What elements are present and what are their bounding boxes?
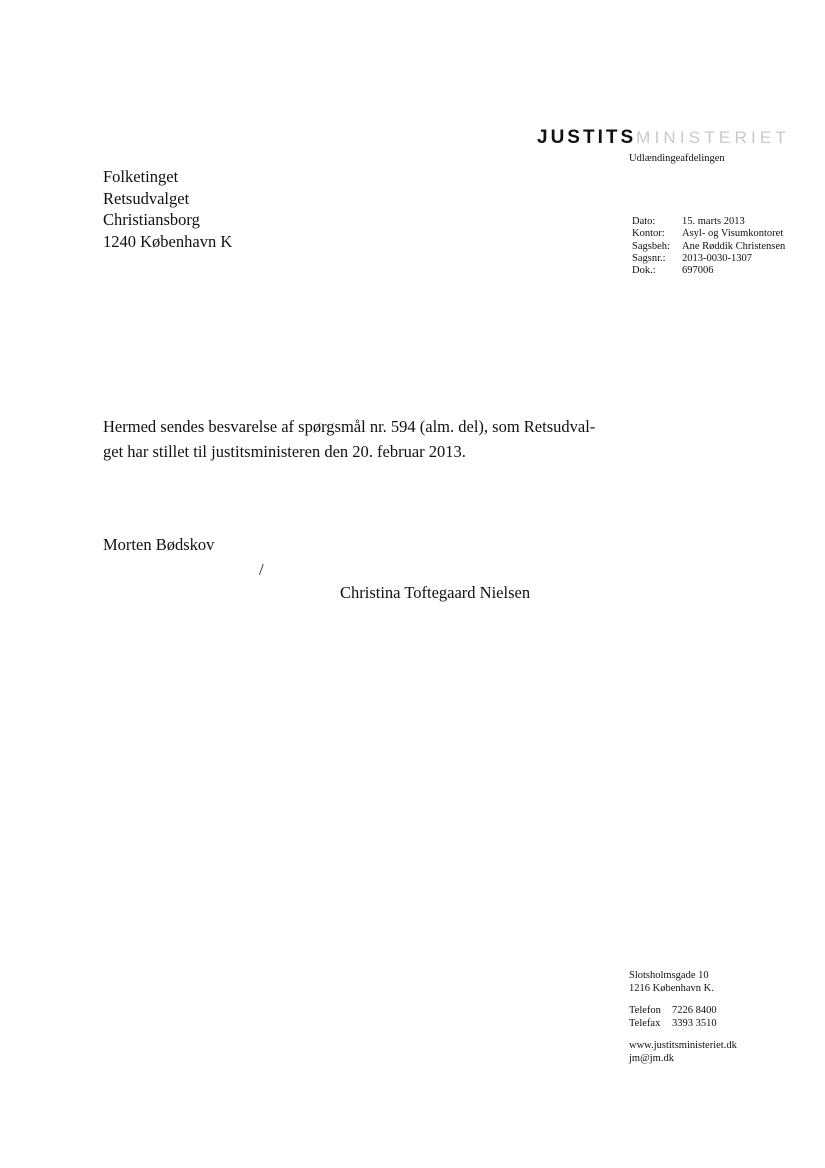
address-line: 1216 København K. xyxy=(629,983,714,995)
meta-label: Dok.: xyxy=(632,265,656,277)
phone-label: Telefon xyxy=(629,1005,661,1017)
meta-value: 697006 xyxy=(682,265,714,277)
phone-row xyxy=(629,1004,737,1017)
body-line: get har stillet til justitsministeren den 20. februar 2013. xyxy=(103,442,466,461)
fax-label: Telefax xyxy=(629,1018,661,1030)
recipient-line: Folketinget xyxy=(103,167,179,186)
footer-address xyxy=(629,969,737,996)
document-meta xyxy=(632,216,785,277)
meta-row-date xyxy=(632,216,785,228)
meta-value: Ane Røddik Christensen xyxy=(682,240,786,252)
logo-strong-text: JUSTITS xyxy=(537,127,637,148)
contact-footer xyxy=(629,969,737,1074)
minister-signature: Morten Bødskov xyxy=(103,535,215,554)
official-signature: Christina Toftegaard Nielsen xyxy=(340,583,531,602)
recipient-line: Retsudvalget xyxy=(103,188,190,208)
meta-row-document-number xyxy=(632,265,785,277)
recipient-address xyxy=(103,166,232,252)
phone-value: 7226 8400 xyxy=(672,1005,717,1017)
website-link[interactable]: www.justitsministeriet.dk xyxy=(629,1040,737,1052)
footer-web xyxy=(629,1039,737,1066)
meta-value: 2013-0030-1307 xyxy=(682,252,752,264)
footer-phone xyxy=(629,1004,737,1031)
meta-label: Kontor: xyxy=(632,228,665,240)
letter-body xyxy=(103,414,623,464)
recipient-line: Christiansborg xyxy=(103,210,200,229)
meta-value: 15. marts 2013 xyxy=(682,216,745,227)
logo-light-text: MINISTERIET xyxy=(636,128,790,147)
fax-value: 3393 3510 xyxy=(672,1018,717,1030)
meta-label: Sagsbeh: xyxy=(632,240,670,252)
fax-row xyxy=(629,1017,737,1030)
meta-row-case-handler xyxy=(632,241,785,253)
meta-label: Dato: xyxy=(632,216,656,227)
department-name: Udlændingeafdelingen xyxy=(629,153,725,164)
meta-value: Asyl- og Visumkontoret xyxy=(682,228,784,240)
meta-row-case-number xyxy=(632,253,785,265)
ministry-logo xyxy=(537,128,790,147)
body-line: Hermed sendes besvarelse af spørgsmål nr. 594 (alm. del), som Retsudval- xyxy=(103,417,596,436)
email-link[interactable]: jm@jm.dk xyxy=(629,1053,674,1065)
recipient-line: 1240 København K xyxy=(103,231,233,251)
address-line: Slotsholmsgade 10 xyxy=(629,970,709,981)
meta-label: Sagsnr.: xyxy=(632,252,666,264)
meta-row-office xyxy=(632,228,785,240)
signature-separator: / xyxy=(259,560,264,579)
